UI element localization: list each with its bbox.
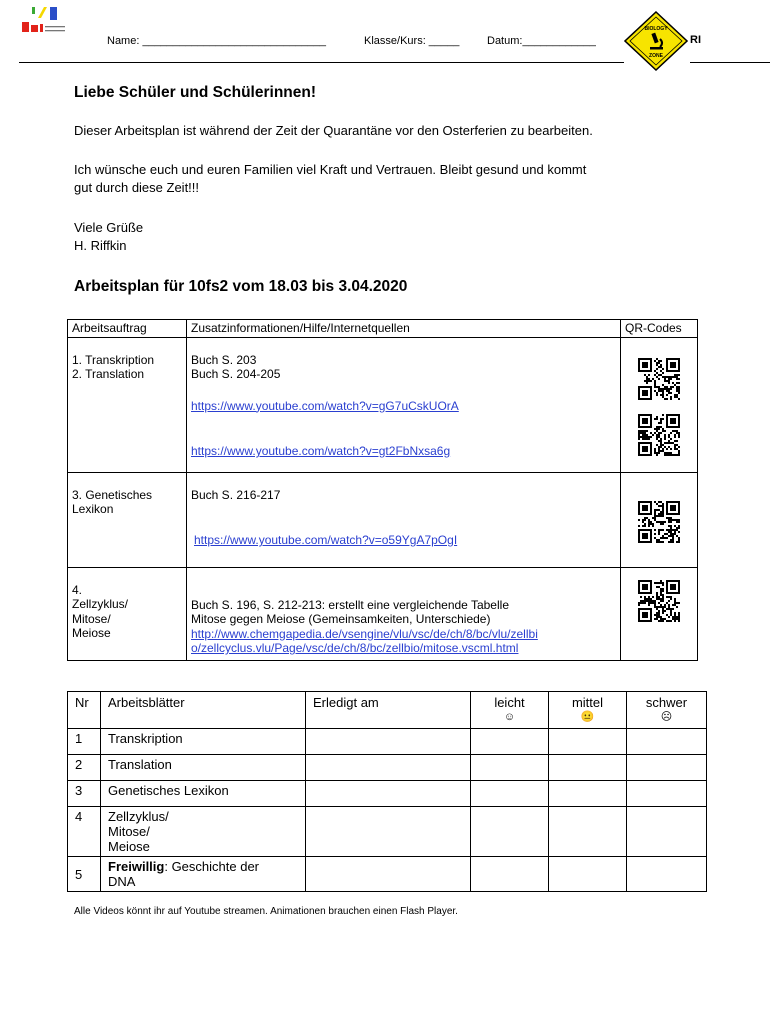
ws-header-hard-label: schwer	[645, 695, 688, 710]
smiley-happy-icon: ☺	[503, 711, 516, 723]
biology-zone-sign	[624, 11, 688, 71]
wishes-line-1: Ich wünsche euch und euren Familien viel Kraft und Vertrauen. Bleibt gesund und kommt	[74, 162, 587, 177]
ws-easy-cell[interactable]	[471, 807, 549, 857]
ws-hard-cell[interactable]	[627, 807, 707, 857]
task-label: 4.	[72, 582, 83, 597]
ws-done-cell[interactable]	[306, 729, 471, 755]
plan-info-cell	[187, 567, 621, 660]
plan-qr-cell	[621, 567, 698, 660]
smiley-sad-icon: ☹	[660, 711, 673, 723]
ws-name: Genetisches Lexikon	[101, 781, 306, 807]
ws-name	[101, 807, 306, 857]
date-field-label: Datum:____________	[487, 35, 596, 47]
intro-paragraph: Dieser Arbeitsplan ist während der Zeit der Quarantäne vor den Osterferien zu bearbeiten.	[74, 123, 593, 138]
table-row	[68, 807, 707, 857]
plan-header-qr: QR-Codes	[621, 320, 698, 338]
ws-done-cell[interactable]	[306, 807, 471, 857]
ws-nr: 5	[68, 857, 101, 892]
qr-code-icon	[636, 580, 682, 622]
task-label: Zellzyklus/	[72, 597, 129, 611]
table-row	[68, 781, 707, 807]
ws-medium-cell[interactable]	[549, 729, 627, 755]
plan-header-task: Arbeitsauftrag	[68, 320, 187, 338]
ws-name: Translation	[101, 755, 306, 781]
sign-off-name: H. Riffkin	[74, 238, 127, 253]
ws-name-line: Zellzyklus/	[108, 809, 169, 824]
ws-easy-cell[interactable]	[471, 755, 549, 781]
book-reference: Buch S. 203	[191, 352, 257, 367]
plan-task-cell	[68, 472, 187, 567]
ws-done-cell[interactable]	[306, 781, 471, 807]
plan-header-row	[68, 320, 698, 338]
ws-header-hard	[627, 692, 707, 729]
plan-row-2	[68, 472, 698, 567]
ws-header-medium	[549, 692, 627, 729]
plan-qr-cell	[621, 472, 698, 567]
video-link[interactable]: https://www.youtube.com/watch?v=gG7uCskUOrA	[191, 398, 459, 413]
ws-easy-cell[interactable]	[471, 781, 549, 807]
task-label: Meiose	[72, 626, 111, 640]
table-row	[68, 729, 707, 755]
table-row	[68, 755, 707, 781]
smiley-neutral-icon: 😐	[580, 711, 595, 723]
plan-info-cell	[187, 472, 621, 567]
assignment-text: Buch S. 196, S. 212-213: erstellt eine vergleichende Tabelle	[191, 597, 509, 612]
plan-header-info: Zusatzinformationen/Hilfe/Internetquellen	[187, 320, 621, 338]
ws-header-easy-label: leicht	[494, 695, 525, 710]
class-field-label: Klasse/Kurs: _____	[364, 35, 460, 47]
book-reference: Buch S. 204-205	[191, 367, 281, 381]
ws-hard-cell[interactable]	[627, 781, 707, 807]
web-link-continued[interactable]: o/zellcyclus.vlu/Page/vsc/de/ch/8/bc/zellbio/mitose.vscml.html	[191, 641, 519, 655]
qr-code-icon	[636, 358, 682, 400]
task-label: 1. Transkription	[72, 352, 155, 367]
wishes-line-2: gut durch diese Zeit!!!	[74, 180, 200, 195]
ws-hard-cell[interactable]	[627, 857, 707, 892]
task-label: 2. Translation	[72, 367, 145, 381]
ws-hard-cell[interactable]	[627, 729, 707, 755]
web-link[interactable]: http://www.chemgapedia.de/vsengine/vlu/vsc/de/ch/8/bc/vlu/zellbi	[191, 626, 538, 641]
qr-code-icon	[636, 501, 682, 543]
assignment-text: Mitose gegen Meiose (Gemeinsamkeiten, Unterschiede)	[191, 612, 491, 626]
greeting-heading: Liebe Schüler und Schülerinnen!	[74, 84, 317, 101]
task-label: Lexikon	[72, 502, 114, 516]
ws-nr: 4	[68, 807, 101, 857]
school-logo	[18, 6, 68, 42]
ws-nr: 1	[68, 729, 101, 755]
ws-name: Transkription	[101, 729, 306, 755]
ws-nr: 2	[68, 755, 101, 781]
header-rule	[19, 62, 624, 63]
ws-nr: 3	[68, 781, 101, 807]
plan-qr-cell	[621, 337, 698, 472]
plan-task-cell	[68, 337, 187, 472]
teacher-initials: RI	[690, 34, 701, 46]
ws-header-easy	[471, 692, 549, 729]
ws-name-line: Meiose	[108, 839, 150, 854]
ws-easy-cell[interactable]	[471, 729, 549, 755]
name-field-label: Name: ______________________________	[107, 35, 326, 47]
sign-bottom-text: ZONE	[649, 53, 663, 59]
header-rule-right	[690, 62, 770, 63]
ws-medium-cell[interactable]	[549, 781, 627, 807]
ws-medium-cell[interactable]	[549, 857, 627, 892]
ws-medium-cell[interactable]	[549, 807, 627, 857]
ws-medium-cell[interactable]	[549, 755, 627, 781]
ws-header-nr: Nr	[68, 692, 101, 729]
plan-row-1	[68, 337, 698, 472]
plan-table	[67, 319, 698, 661]
sign-top-text: BIOLOGY	[644, 26, 668, 32]
worksheet-table	[67, 691, 707, 892]
sign-off-greeting: Viele Grüße	[74, 220, 144, 235]
ws-header-row	[68, 692, 707, 729]
ws-header-medium-label: mittel	[571, 695, 604, 710]
plan-task-cell	[68, 567, 187, 660]
ws-name-rest: : Geschichte der	[164, 859, 259, 874]
optional-label: Freiwillig	[108, 859, 165, 874]
ws-easy-cell[interactable]	[471, 857, 549, 892]
ws-name-line: Mitose/	[108, 824, 150, 839]
ws-done-cell[interactable]	[306, 857, 471, 892]
video-link[interactable]: https://www.youtube.com/watch?v=o59YgA7pOgI	[194, 533, 458, 547]
task-label: 3. Genetisches	[72, 487, 153, 502]
plan-row-3	[68, 567, 698, 660]
plan-info-cell	[187, 337, 621, 472]
table-row	[68, 857, 707, 892]
plan-title: Arbeitsplan für 10fs2 vom 18.03 bis 3.04.2020	[74, 278, 408, 295]
book-reference: Buch S. 216-217	[191, 487, 281, 502]
ws-header-done: Erledigt am	[306, 692, 471, 729]
qr-code-icon	[636, 414, 682, 456]
ws-name-line: DNA	[108, 874, 136, 889]
video-link[interactable]: https://www.youtube.com/watch?v=gt2FbNxsa6g	[191, 444, 451, 458]
ws-done-cell[interactable]	[306, 755, 471, 781]
footer-note: Alle Videos könnt ihr auf Youtube streamen. Animationen brauchen einen Flash Player.	[74, 906, 458, 917]
ws-hard-cell[interactable]	[627, 755, 707, 781]
ws-header-worksheets: Arbeitsblätter	[101, 692, 306, 729]
task-label: Mitose/	[72, 611, 111, 626]
ws-name	[101, 857, 306, 892]
